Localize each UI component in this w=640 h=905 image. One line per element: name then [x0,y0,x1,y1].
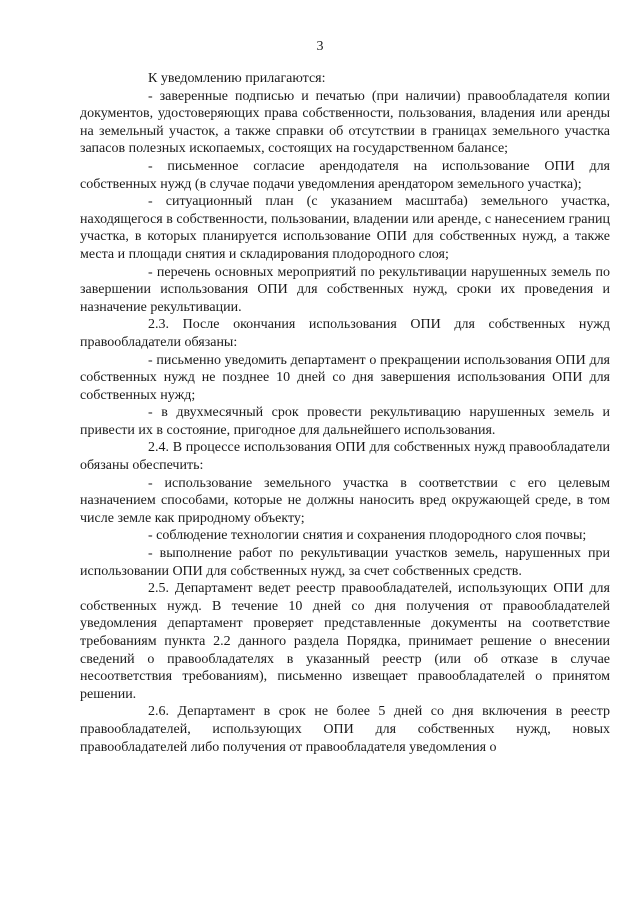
paragraph-section-2-5: 2.5. Департамент ведет реестр правообладателей, использующих ОПИ для собственных нужд. В течение 10 дней со дня получения от правообладателей уведомления департамент проверяет представленные документы на соответствие требованиям пункта 2.2 данного раздела Порядка, принимает решение о внесении сведений о правообладателях в указанный реестр (или об отказе в случае несоответствия требованиям), письменно извещает правообладателей о принятом решении. [80,581,610,702]
paragraph-section-2-3: 2.3. После окончания использования ОПИ для собственных нужд правообладатели обязаны: [80,317,610,350]
page-number: 3 [316,39,324,54]
paragraph-section-2-6: 2.6. Департамент в срок не более 5 дней со дня включения в реестр правообладателей, использующих ОПИ для собственных нужд, новых правообладателей либо получения от правообладателя уведомления о [80,704,610,755]
paragraph-attachment-reclamation-measures: - перечень основных мероприятий по рекультивации нарушенных земель по завершении использования ОПИ для собственных нужд, сроки их проведения и назначение рекультивации. [80,264,610,315]
paragraph-attachment-landlord-consent: - письменное согласие арендодателя на использование ОПИ для собственных нужд (в случае подачи уведомления арендатором земельного участка); [80,158,610,192]
paragraph-2-4-land-use: - использование земельного участка в соответствии с его целевым назначением способами, которые не должны наносить вред окружающей среде, в том числе земле как природному объекту; [80,475,610,526]
paragraph-attachment-situation-plan: - ситуационный план (с указанием масштаба) земельного участка, находящегося в собственности, пользовании, владении или аренде, с нанесением границ участка, в которых планируется использование ОПИ для собственных нужд, а также места и площади снятия и складирования плодородного слоя; [80,194,610,262]
paragraph-attachments-intro: К уведомлению прилагаются: [148,71,326,86]
paragraph-section-2-4: 2.4. В процессе использования ОПИ для собственных нужд правообладатели обязаны обеспечить: [80,440,610,474]
paragraph-2-4-fertile-layer: - соблюдение технологии снятия и сохранения плодородного слоя почвы; [148,528,587,544]
paragraph-2-3-reclamation: - в двухмесячный срок провести рекультивацию нарушенных земель и привести их в состояние, пригодное для дальнейшего использования. [80,405,610,438]
paragraph-2-3-notify-department: - письменно уведомить департамент о прекращении использования ОПИ для собственных нужд не позднее 10 дней со дня завершения использования ОПИ для собственных нужд; [80,352,610,403]
paragraph-2-4-reclamation-works: - выполнение работ по рекультивации участков земель, нарушенных при использовании ОПИ для собственных нужд, за счет собственных средств. [80,546,610,579]
paragraph-attachment-title-documents: - заверенные подписью и печатью (при наличии) правообладателя копии документов, удостоверяющих права собственности, пользования, владения или аренды на земельный участок, а также справки об отсутствии в границах земельного участка запасов полезных ископаемых, состоящих на государственном балансе; [80,88,610,157]
document-body [80,70,610,756]
